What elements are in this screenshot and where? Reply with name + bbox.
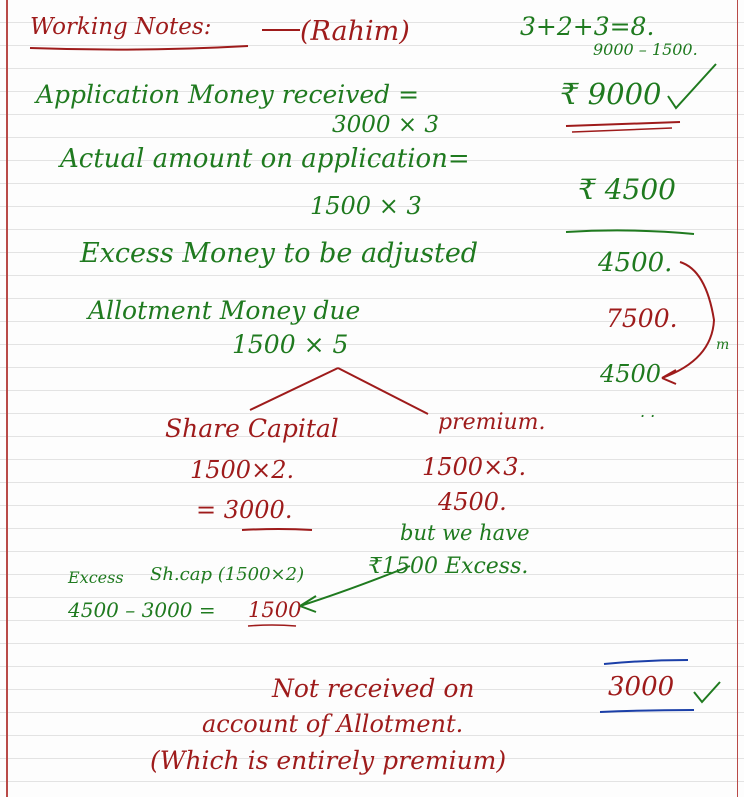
premium-formula: 1500×3. <box>422 453 527 481</box>
not-received-line2: account of Allotment. <box>202 710 464 738</box>
excess-arrow <box>300 566 410 612</box>
premium-label: premium. <box>438 410 546 435</box>
excess-label: Excess Money to be adjusted <box>80 238 479 269</box>
amount-9000-double-underline <box>572 128 672 132</box>
premium-note: but we have <box>400 521 530 545</box>
not-received-line3: (Which is entirely premium) <box>150 746 507 775</box>
capital-3000-underline <box>242 529 312 530</box>
share-capital-result: = 3000. <box>196 496 293 524</box>
application-formula: 3000 × 3 <box>332 112 440 138</box>
actual-label: Actual amount on application= <box>60 144 470 174</box>
tick-icon <box>668 64 716 108</box>
application-label: Application Money received = <box>36 80 420 109</box>
heading-title: Working Notes: <box>30 14 212 40</box>
allotment-adjusted: 4500 <box>600 360 662 388</box>
final-tick-icon <box>694 682 720 702</box>
tree-branch-left <box>250 368 338 410</box>
adjust-bracket-arrow <box>662 262 714 384</box>
share-capital-formula: 1500×2. <box>190 456 295 484</box>
excess-amount: 4500. <box>598 248 673 278</box>
heading-underline <box>30 46 248 50</box>
allotment-amount: 7500. <box>606 304 678 333</box>
excess-calc-equation: 4500 – 3000 = <box>68 598 216 622</box>
tree-branch-right <box>338 368 428 414</box>
not-received-amount: 3000 <box>608 672 675 702</box>
final-3000-overline <box>604 660 688 664</box>
application-amount: ₹ 9000 <box>560 77 662 111</box>
allotment-mark: m <box>716 337 730 353</box>
allotment-formula: 1500 × 5 <box>232 330 349 359</box>
final-3000-underline <box>600 710 694 712</box>
excess-calc-sub-label: Sh.cap (1500×2) <box>150 564 305 585</box>
allotment-label: Allotment Money due <box>88 296 361 325</box>
premium-result: 4500. <box>438 488 507 516</box>
ratio-sum: 3+2+3=8. <box>520 12 655 41</box>
share-capital-label: Share Capital <box>165 414 339 443</box>
allotment-dots: . . <box>640 402 656 421</box>
ratio-subtraction: 9000 – 1500. <box>593 40 698 59</box>
actual-formula: 1500 × 3 <box>310 192 422 220</box>
amount-9000-underline <box>566 122 680 126</box>
amount-4500-underline <box>566 230 694 234</box>
heading-name: (Rahim) <box>300 16 410 47</box>
excess-calc-label: Excess <box>68 568 124 587</box>
excess-1500-underline <box>248 625 296 626</box>
not-received-line1: Not received on <box>272 674 475 703</box>
actual-amount: ₹ 4500 <box>578 173 676 206</box>
premium-excess: ₹1500 Excess. <box>368 554 529 579</box>
excess-calc-result: 1500 <box>248 598 302 622</box>
